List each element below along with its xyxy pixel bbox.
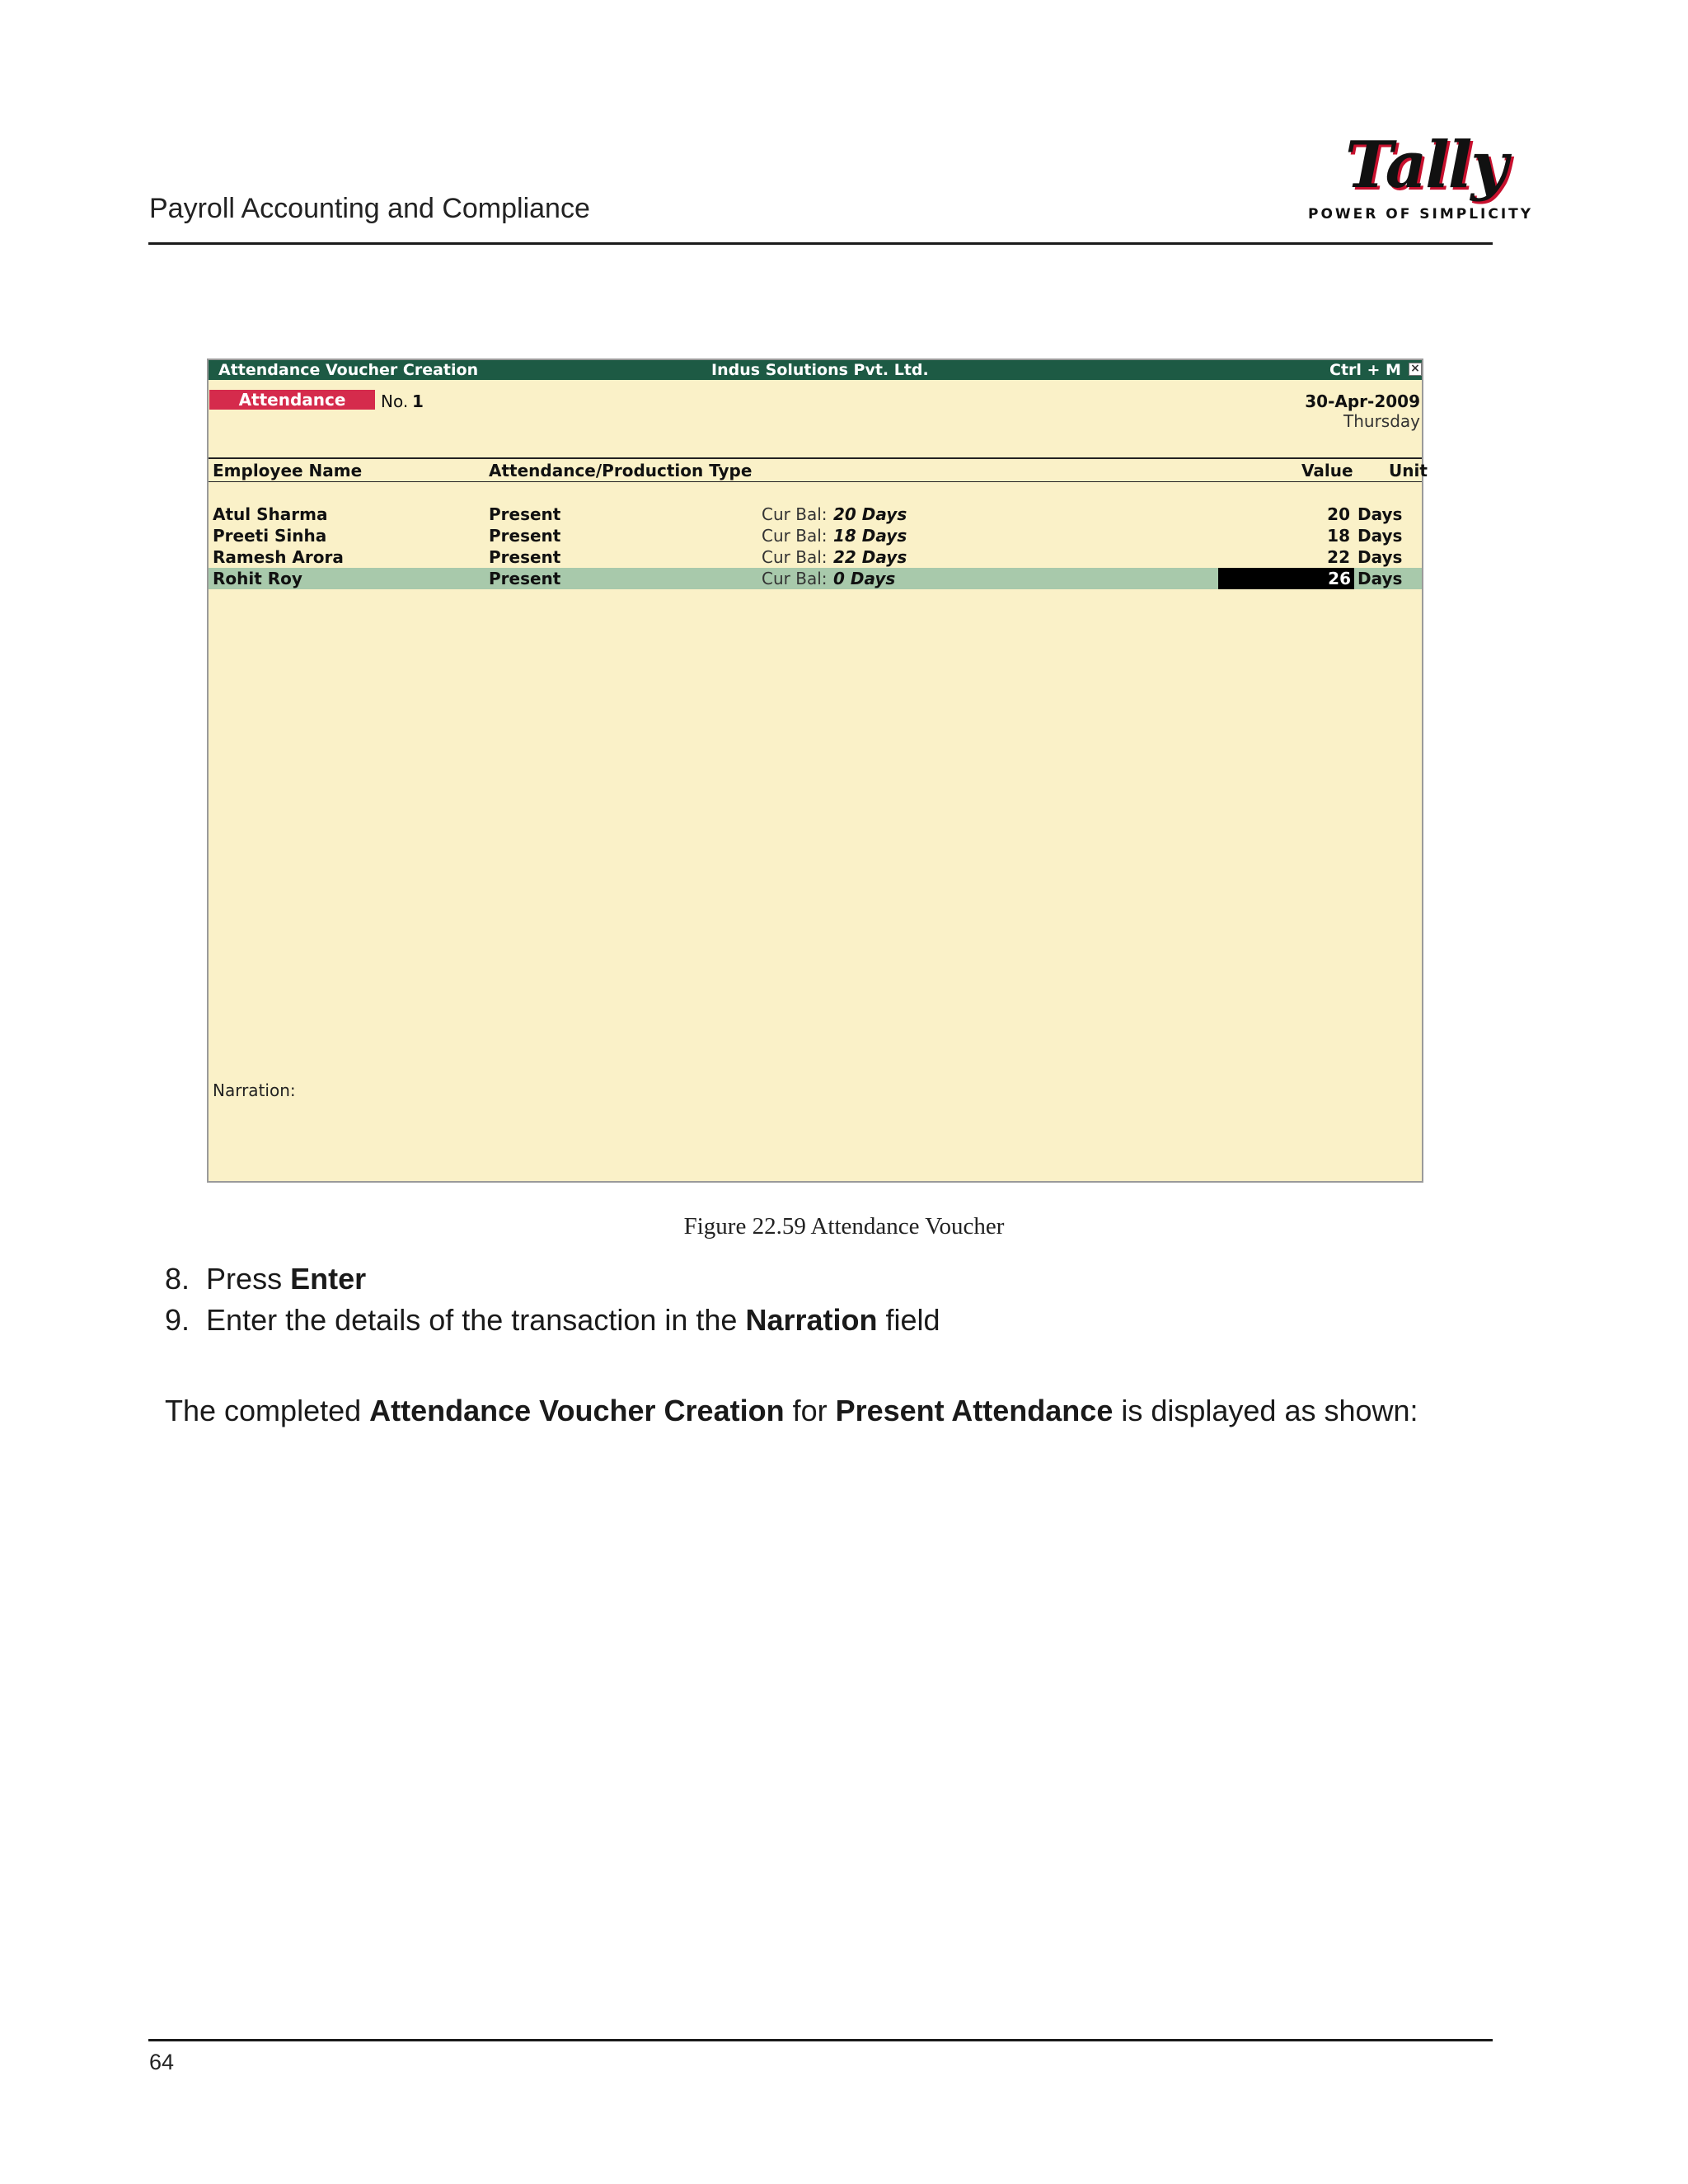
- step-bold: Enter: [290, 1262, 367, 1296]
- narration-label: Narration:: [213, 1080, 296, 1100]
- cur-bal-label: Cur Bal:: [762, 547, 828, 567]
- body-paragraph: [165, 1394, 1418, 1428]
- step-9: [165, 1303, 940, 1338]
- para-bold-1: Attendance Voucher Creation: [369, 1394, 785, 1427]
- table-row[interactable]: [209, 504, 1422, 525]
- step-8: [165, 1262, 366, 1296]
- voucher-number: 1: [412, 391, 424, 411]
- company-name: Indus Solutions Pvt. Ltd.: [711, 361, 929, 379]
- attendance-value: 18: [1327, 526, 1350, 546]
- logo-tagline: POWER OF SIMPLICITY: [1308, 206, 1534, 223]
- column-header-type: Attendance/Production Type: [489, 461, 753, 480]
- attendance-type: Present: [489, 569, 561, 588]
- column-header-value: Value: [1301, 461, 1353, 480]
- cur-bal-label: Cur Bal:: [762, 504, 828, 524]
- para-bold-2: Present Attendance: [835, 1394, 1114, 1427]
- cur-bal-value: 18 Days: [833, 526, 907, 546]
- step-text: Enter the details of the transaction in the: [206, 1303, 746, 1337]
- close-icon[interactable]: ×: [1409, 363, 1422, 376]
- tally-logo: [1302, 128, 1534, 227]
- table-row[interactable]: [209, 546, 1422, 568]
- cur-bal-value: 20 Days: [833, 504, 907, 524]
- header-rule: [148, 242, 1493, 245]
- attendance-type: Present: [489, 504, 561, 524]
- voucher-date[interactable]: 30-Apr-2009: [1305, 391, 1420, 411]
- attendance-unit: Days: [1357, 547, 1403, 567]
- window-title: Attendance Voucher Creation: [218, 361, 479, 379]
- table-row-selected[interactable]: [209, 568, 1422, 589]
- voucher-day: Thursday: [1343, 411, 1420, 431]
- attendance-unit: Days: [1357, 526, 1403, 546]
- employee-name: Preeti Sinha: [213, 526, 327, 546]
- attendance-unit: Days: [1357, 504, 1403, 524]
- step-text: Press: [206, 1262, 291, 1296]
- attendance-rows: [209, 504, 1422, 589]
- page-number: 64: [149, 2050, 175, 2074]
- cur-bal-value: 22 Days: [833, 547, 907, 567]
- attendance-voucher-window: [207, 359, 1428, 1183]
- attendance-type: Present: [489, 526, 561, 546]
- column-header-employee: Employee Name: [213, 461, 363, 480]
- cur-bal-label: Cur Bal:: [762, 569, 828, 588]
- step-number: 8.: [165, 1262, 190, 1296]
- employee-name: Rohit Roy: [213, 569, 302, 588]
- para-text-1: The completed: [165, 1394, 370, 1427]
- footer-rule: [148, 2039, 1493, 2041]
- column-header-unit: Unit: [1389, 461, 1428, 480]
- page-header-title: Payroll Accounting and Compliance: [149, 193, 590, 224]
- figure-caption: Figure 22.59 Attendance Voucher: [683, 1213, 1005, 1240]
- value-input[interactable]: 26: [1218, 568, 1354, 589]
- attendance-value: 20: [1327, 504, 1350, 524]
- step-bold: Narration: [745, 1303, 878, 1337]
- step-number: 9.: [165, 1303, 190, 1337]
- voucher-no-label: No.: [381, 391, 409, 411]
- attendance-type: Present: [489, 547, 561, 567]
- step-text-after: field: [877, 1303, 940, 1337]
- table-row[interactable]: [209, 525, 1422, 546]
- attendance-value: 22: [1327, 547, 1350, 567]
- attendance-unit: Days: [1357, 569, 1403, 588]
- employee-name: Atul Sharma: [213, 504, 328, 524]
- window-titlebar: [209, 360, 1422, 380]
- column-header-rule-top: [209, 457, 1422, 459]
- employee-name: Ramesh Arora: [213, 547, 344, 567]
- cur-bal-value: 0 Days: [833, 569, 896, 588]
- shortcut-hint: Ctrl + M: [1329, 361, 1401, 379]
- para-text-2: for: [784, 1394, 836, 1427]
- para-text-3: is displayed as shown:: [1113, 1394, 1418, 1427]
- cur-bal-label: Cur Bal:: [762, 526, 828, 546]
- logo-wordmark: Tally: [1345, 128, 1507, 203]
- column-header-rule-bottom: [209, 481, 1422, 482]
- voucher-type-badge[interactable]: Attendance: [209, 390, 375, 410]
